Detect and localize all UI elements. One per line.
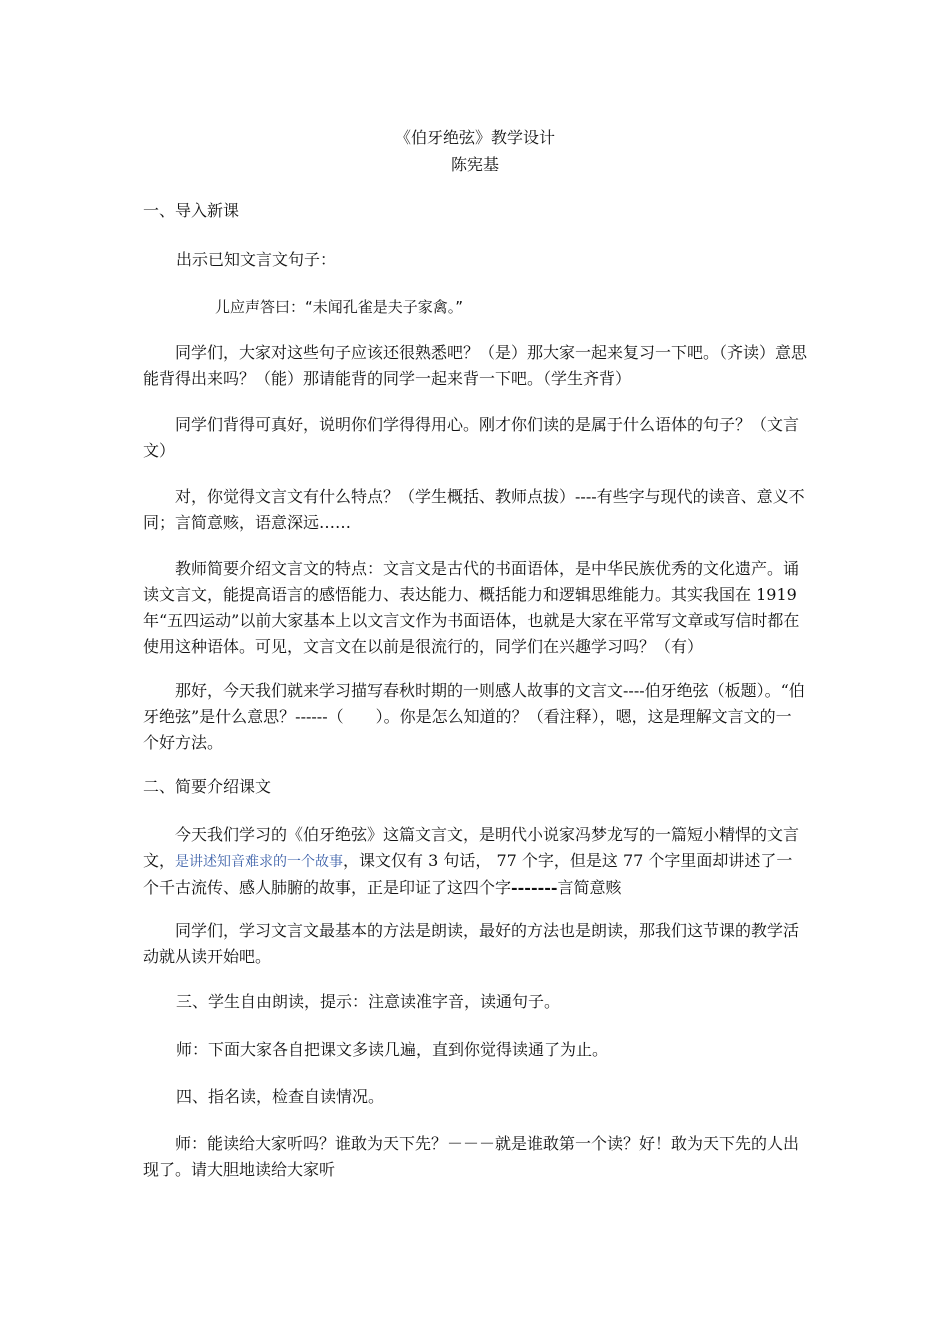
intro-line: 出示已知文言文句子： — [176, 250, 337, 269]
quoted-sentence: 儿应声答曰：“未闻孔雀是夫子家禽。” — [215, 298, 464, 316]
text-intro-part-2: ，课文仅有 3 句话， 77 个字，但是这 77 个字里面却讲述了一个千古流传、感人肺腑的故事，正是印证了这四个字 — [143, 851, 793, 897]
text-intro-part-1: 今天我们学习的《伯牙绝弦》这篇文言文，是明代小说家冯梦龙写的一篇短小精悍的文言文， — [143, 825, 800, 870]
paragraph-text-intro — [143, 822, 807, 901]
section-heading-3: 三、学生自由朗读，提示：注意读准字音，读通句子。 — [176, 992, 561, 1011]
dash-separator: ------- — [511, 878, 558, 897]
paragraph-topic: 那好，今天我们就来学习描写春秋时期的一则感人故事的文言文----伯牙绝弦（板题）。“伯牙绝弦”是什么意思？------（ ）。你是怎么知道的？（看注释），嗯，这是理解文言文的一个好方法。 — [143, 681, 805, 752]
paragraph-review: 同学们，大家对这些句子应该还很熟悉吧？（是）那大家一起来复习一下吧。（齐读）意思能背得出来吗？（能）那请能背的同学一起来背一下吧。（学生齐背） — [143, 343, 808, 388]
paragraph-volunteer: 师：能读给大家听吗？谁敢为天下先？－－－就是谁敢第一个读？好！敢为天下先的人出现了。请大胆地读给大家听 — [143, 1134, 800, 1179]
section-heading-1: 一、导入新课 — [143, 201, 240, 220]
paragraph-introduction: 教师简要介绍文言文的特点：文言文是古代的书面语体，是中华民族优秀的文化遗产。诵读文言文，能提高语言的感悟能力、表达能力、概括能力和逻辑思维能力。其实我国在 1919 年“五四运动”以前大家基本上以文言文作为书面语体，也就是大家在平常写文章或写信时都在使用这种语体。可见，文言文在以前是很流行的，同学们在兴趣学习吗？（有） — [143, 559, 800, 656]
teacher-instruction: 师：下面大家各自把课文多读几遍，直到你觉得读通了为止。 — [176, 1040, 609, 1059]
document-author: 陈宪基 — [450, 155, 499, 174]
section-heading-4: 四、指名读，检查自读情况。 — [176, 1087, 385, 1106]
document-title: 《伯牙绝弦》教学设计 — [394, 128, 555, 147]
paragraph-features: 对，你觉得文言文有什么特点？（学生概括、教师点拔）----有些字与现代的读音、意义不同；言简意赅，语意深远…… — [143, 487, 805, 532]
section-heading-2: 二、简要介绍课文 — [143, 777, 272, 796]
paragraph-praise: 同学们背得可真好，说明你们学得得用心。刚才你们读的是属于什么语体的句子？（文言文） — [143, 415, 800, 460]
text-intro-part-3: 言简意赅 — [557, 878, 622, 897]
highlighted-phrase: 是讲述知音难求的一个故事 — [175, 854, 344, 870]
paragraph-reading-method: 同学们，学习文言文最基本的方法是朗读，最好的方法也是朗读，那我们这节课的教学活动就从读开始吧。 — [143, 921, 800, 966]
